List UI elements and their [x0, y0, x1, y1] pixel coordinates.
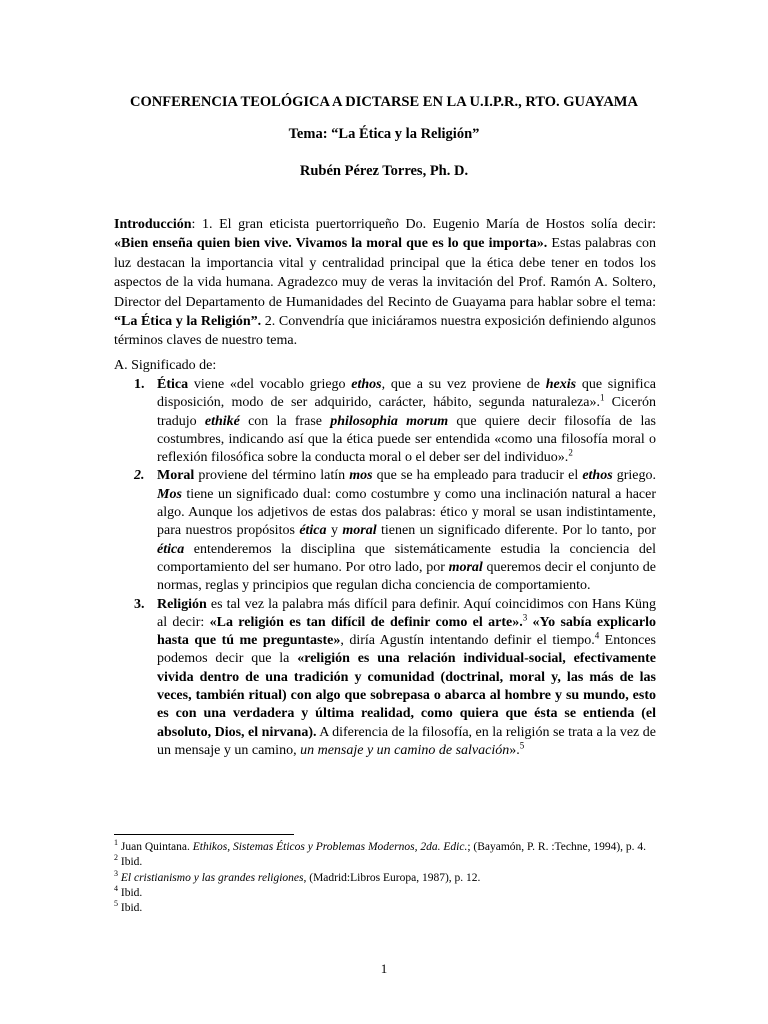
- list-item-moral: [130, 467, 656, 595]
- footnote-text: Ibid.: [118, 886, 143, 899]
- salvation-phrase: un mensaje y un camino de salvación: [300, 742, 510, 758]
- item-text: proviene del término latín: [194, 468, 350, 484]
- agustin-quote: «Yo sabía explicarlo hasta que tú me preguntaste»: [157, 614, 656, 649]
- term-moral: Moral: [157, 468, 195, 484]
- footnotes: [114, 840, 656, 916]
- footnote-ref[interactable]: 2: [568, 447, 573, 458]
- footnote-title: El cristianismo y las grandes religiones: [120, 871, 304, 884]
- intro-text-3: 2. Convendría que iniciáramos nuestra exposición definiendo algunos términos claves de nuestro tema.: [114, 314, 656, 349]
- introduction-paragraph: [114, 215, 656, 351]
- term-ethos: ethos: [351, 377, 382, 392]
- term-mos: mos: [349, 468, 373, 484]
- item-text: con la frase: [239, 413, 331, 429]
- term-etica-adj: ética: [157, 541, 185, 557]
- item-text: ».: [509, 742, 520, 758]
- footnote-number: 5: [114, 899, 118, 909]
- item-text: , diría Agustín intentando definir el tiempo.: [340, 633, 595, 649]
- intro-text-1: : 1. El gran eticista puertorriqueño Do. Eugenio María de Hostos solía decir:: [191, 217, 656, 232]
- item-text: Entonces podemos decir que la: [157, 633, 656, 667]
- list-item-etica: [130, 376, 656, 467]
- footnote: [114, 868, 656, 886]
- author-line: Rubén Pérez Torres, Ph. D.: [299, 163, 469, 179]
- footnote-text: ; (Bayamón, P. R. :Techne, 1994), p. 4.: [467, 841, 647, 853]
- footnote-number: 4: [114, 884, 118, 894]
- footnote-text: Juan Quintana.: [118, 841, 193, 853]
- term-etica: Ética: [157, 377, 189, 392]
- term-etica-adj: ética: [299, 523, 327, 539]
- item-text: tienen un significado diferente. Por lo tanto, por: [376, 523, 657, 539]
- item-number: 1.: [134, 377, 145, 392]
- item-text: que significa disposición, modo de ser adquirido, carácter, hábito, segunda naturaleza».: [157, 377, 656, 411]
- page-number: 1: [380, 961, 388, 976]
- footnote-number: 1: [114, 838, 118, 848]
- item-number: 2.: [134, 468, 145, 484]
- theme-line: [0, 126, 768, 143]
- footnote: [114, 855, 656, 870]
- item-text: y: [326, 523, 343, 539]
- introduction-label: Introducción: [114, 217, 192, 232]
- item-text: Cicerón tradujo: [157, 395, 656, 429]
- section-a-heading: A. Significado de:: [114, 358, 217, 373]
- theme-value: “La Ética y la Religión”: [331, 126, 480, 142]
- item-text: que se ha empleado para traducir el: [372, 468, 583, 484]
- footnote-ref[interactable]: 1: [599, 392, 605, 403]
- term-moral-adj: moral: [448, 559, 483, 575]
- term-mos: Mos: [157, 486, 182, 502]
- intro-theme: “La Ética y la Religión”.: [114, 314, 262, 330]
- theme-label: Tema:: [288, 126, 332, 142]
- item-text: queremos decir el conjunto de normas, reglas y principios que regulan dicha conciencia de comportamiento.: [157, 559, 656, 594]
- term-religion: Religión: [157, 596, 207, 612]
- footnote-ref[interactable]: 4: [594, 630, 600, 641]
- item-text: , que a su vez proviene de: [381, 377, 546, 392]
- item-text: entenderemos la disciplina que sistemáticamente estudia la conciencia del comportamiento del ser humano. Por otro lado, por: [157, 541, 656, 575]
- item-text: tiene un significado dual: como costumbre y como una inclinación natural a hacer algo. Aunque los adjetivos de estas dos palabras: ético y moral se usan indistintamente, para nuestros propósitos: [157, 486, 656, 539]
- footnote-ref[interactable]: 5: [519, 740, 525, 751]
- list-item-religion: [130, 596, 656, 761]
- term-ethike: ethiké: [204, 413, 240, 429]
- item-text: es tal vez la palabra más difícil para definir. Aquí coincidimos con Hans Küng al decir:: [157, 596, 656, 630]
- footnote-title: Ethikos, Sistemas Éticos y Problemas Modernos, 2da. Edic.: [192, 841, 468, 853]
- document-title: CONFERENCIA TEOLÓGICA A DICTARSE EN LA U.I.P.R., RTO. GUAYAMA: [130, 94, 638, 110]
- footnote-ref[interactable]: 3: [522, 612, 528, 623]
- footnote-number: 2: [114, 853, 118, 863]
- footnote-text: , (Madrid:Libros Europa, 1987), p. 12.: [303, 871, 481, 884]
- term-moral-adj: moral: [342, 523, 377, 539]
- item-text: viene «del vocablo griego: [188, 377, 352, 392]
- term-hexis: hexis: [545, 377, 577, 392]
- footnote-text: Ibid.: [118, 856, 143, 869]
- term-philosophia-morum: philosophia morum: [330, 413, 449, 429]
- footnote: [114, 901, 656, 916]
- definitions-list: [130, 376, 656, 760]
- item-text: A diferencia de la filosofía, en la religión se trata a la vez de un mensaje y un camino,: [157, 724, 656, 758]
- intro-text-2: Estas palabras con luz destacan la importancia vital y centralidad principal que la ética debe tener en todos los aspectos de la vida humana. Agradezco muy de veras la invitación del Prof. Ramón A. Soltero, Director del Departamento de Humanidades del Recinto de Guayama para hablar sobre el tema:: [114, 236, 656, 310]
- term-ethos: ethos: [582, 468, 613, 484]
- footnote: [114, 840, 656, 855]
- item-text: griego.: [612, 468, 656, 484]
- item-text: que quiere decir filosofía de las costumbres, indicando así que la ética puede ser entendida «como una filosofía moral o reflexión filosófica sobre la conducta moral o el deber ser del individuo».: [157, 413, 657, 466]
- footnote-text: Ibid.: [118, 902, 143, 915]
- hostos-quote: «Bien enseña quien bien vive. Vivamos la moral que es lo que importa».: [114, 236, 548, 252]
- footnote: [114, 886, 656, 901]
- item-number: 3.: [134, 596, 145, 612]
- religion-definition-quote: «religión es una relación individual-social, efectivamente vivida dentro de una tradición y comunidad (doctrinal, moral y, las más de las veces, también ritual) con algo que sobrepasa o abarca al hombre y su mundo, esto es con una verdadera y última realidad, como quiera que ésta se entienda (el absoluto, Dios, el nirvana).: [157, 651, 656, 740]
- footnote-number: 3: [114, 868, 118, 878]
- footnote-separator: [114, 834, 294, 835]
- kung-quote: «La religión es tan difícil de definir como el arte».: [209, 614, 523, 630]
